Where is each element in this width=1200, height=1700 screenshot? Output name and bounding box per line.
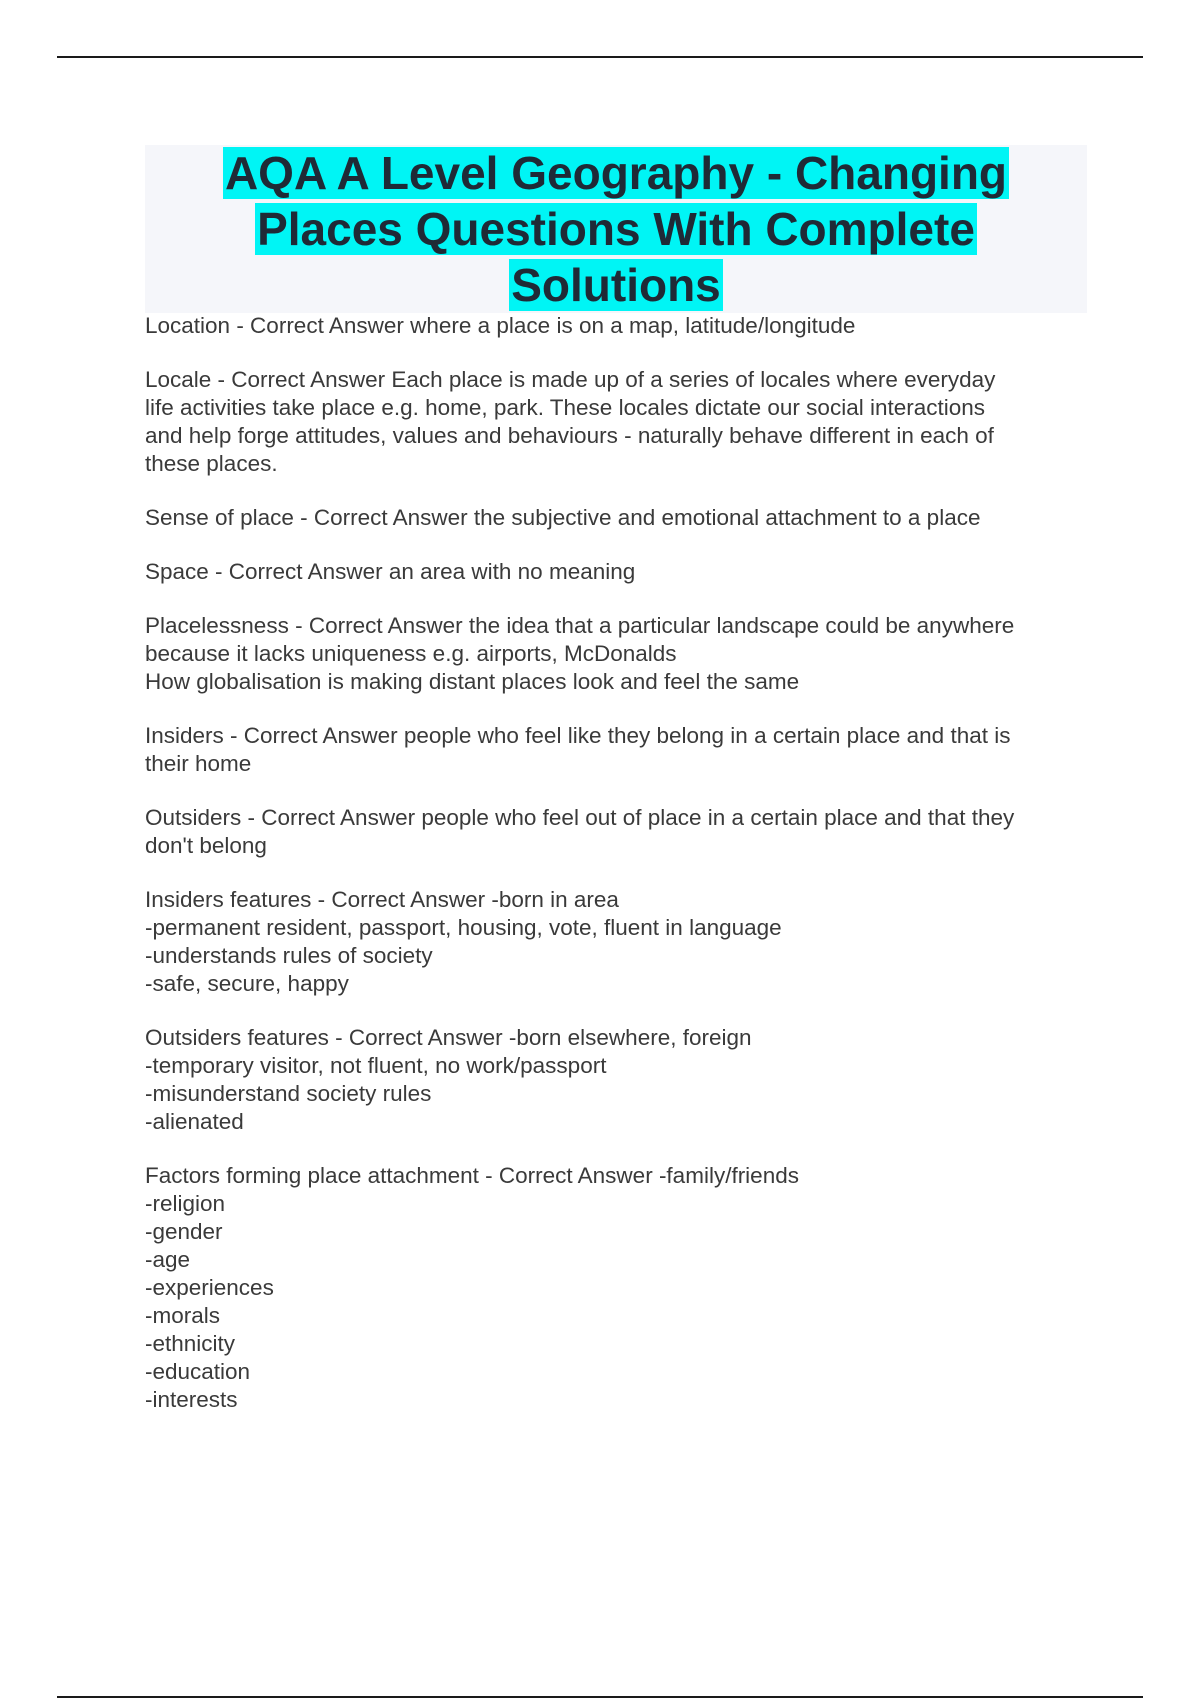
entry-line: -gender [145, 1219, 223, 1244]
entry-line: Sense of place - Correct Answer the subjective and emotional attachment to a place [145, 505, 981, 530]
entry-line: -permanent resident, passport, housing, vote, fluent in language [145, 915, 782, 940]
entry-line: -temporary visitor, not fluent, no work/passport [145, 1053, 607, 1078]
entry-line: -safe, secure, happy [145, 971, 349, 996]
entry-line: Locale - Correct Answer Each place is made up of a series of locales where everyday [145, 367, 996, 392]
entry-line: -alienated [145, 1109, 244, 1134]
entry-location [145, 312, 1090, 340]
entry-insiders [145, 722, 1090, 778]
entry-line: -experiences [145, 1275, 274, 1300]
entry-line: -age [145, 1247, 191, 1272]
entry-line: Space - Correct Answer an area with no meaning [145, 559, 636, 584]
entry-line: Placelessness - Correct Answer the idea that a particular landscape could be anywhere [145, 613, 1015, 638]
entry-placelessness [145, 612, 1090, 696]
title-line [145, 145, 1087, 201]
entry-locale [145, 366, 1090, 478]
entry-line: these places. [145, 451, 278, 476]
entry-line: -interests [145, 1387, 238, 1412]
entry-line: and help forge attitudes, values and behaviours - naturally behave different in each of [145, 423, 994, 448]
entry-line: Outsiders features - Correct Answer -born elsewhere, foreign [145, 1025, 752, 1050]
entry-line: How globalisation is making distant places look and feel the same [145, 669, 800, 694]
entry-line: -morals [145, 1303, 221, 1328]
title-text: Places Questions With Complete [257, 203, 975, 255]
entry-line: Location - Correct Answer where a place is on a map, latitude/longitude [145, 313, 856, 338]
title-line [145, 201, 1087, 257]
bottom-rule [57, 1696, 1143, 1698]
entry-outsiders [145, 804, 1090, 860]
title-text: AQA A Level Geography - Changing [224, 147, 1008, 199]
entry-line: because it lacks uniqueness e.g. airports, McDonalds [145, 641, 677, 666]
entry-line: -religion [145, 1191, 226, 1216]
entry-line: their home [145, 751, 252, 776]
entry-line: Insiders features - Correct Answer -born in area [145, 887, 619, 912]
flashcard-list [145, 312, 1090, 1440]
entry-line: life activities take place e.g. home, park. These locales dictate our social interactions [145, 395, 986, 420]
entry-line: Factors forming place attachment - Correct Answer -family/friends [145, 1163, 799, 1188]
entry-line: -understands rules of society [145, 943, 433, 968]
title-block [145, 145, 1087, 313]
entry-line: Insiders - Correct Answer people who feel like they belong in a certain place and that is [145, 723, 1011, 748]
entry-insiders-features [145, 886, 1090, 998]
entry-line: Outsiders - Correct Answer people who feel out of place in a certain place and that they [145, 805, 1015, 830]
title-text: Solutions [511, 259, 721, 311]
entry-line: -misunderstand society rules [145, 1081, 432, 1106]
entry-place-attachment-factors [145, 1162, 1090, 1414]
top-rule [57, 56, 1143, 58]
entry-outsiders-features [145, 1024, 1090, 1136]
entry-space [145, 558, 1090, 586]
title-line [145, 257, 1087, 313]
entry-line: don't belong [145, 833, 267, 858]
entry-line: -education [145, 1359, 251, 1384]
entry-sense-of-place [145, 504, 1090, 532]
entry-line: -ethnicity [145, 1331, 236, 1356]
